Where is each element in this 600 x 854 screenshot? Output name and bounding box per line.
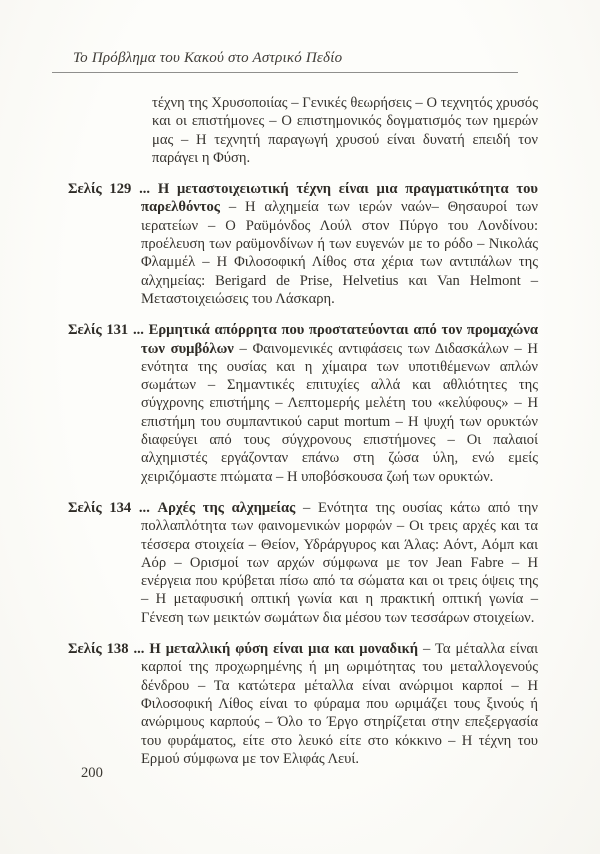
running-header-title: Το Πρόβλημα του Κακού στο Αστρικό Πεδίο <box>73 50 343 66</box>
toc-entry-page-label: Σελίς 129 ... <box>68 181 151 198</box>
intro-text: τέχνη της Χρυσοποιίας – Γενικές θεωρήσεις – Ο τεχνητός χρυσός και οι επιστήμονες – Ο επιστημονικός δογματισμός των ημερών μας – Η τεχνητή παραγωγή χρυσού είναι δυνατή επειδή τον παράγει η Φύση. <box>152 95 538 166</box>
toc-entry-page-label: Σελίς 134 ... <box>68 499 150 516</box>
toc-entry-title: Ερμητικά απόρρητα που προστατεύονται από τον προμαχώνα των συμβόλων <box>141 322 538 357</box>
toc-entry <box>68 321 538 486</box>
toc-entry-title: Η μεταστοιχειωτική τέχνη είναι μια πραγματικότητα του παρελθόντος <box>141 181 539 216</box>
toc-entry <box>68 180 538 308</box>
toc-entry-text: – Φαινομενικές αντιφάσεις των Διδασκάλων – Η ενότητα της ουσίας και η χίμαιρα των υποτιθέμενων απλών σωμάτων – Σημαντικές επιτυχίες αλλά και αθλιότητες της σύγχρονης επιστήμης – Λεπτομερής μελέτη του «κελύφους» – Η επιστήμη του συμπαντικού caput mortum – Η ψυχή των ορυκτών διαφεύγει από τους σύγχρονους επιστήμονες – Οι παλαιοί αλχημιστές εργάζονταν επάνω στη ζώσα ύλη, ενώ εμείς χειριζόμαστε πτώματα – Η υποβόσκουσα ζωή των ορυκτών. <box>141 340 538 485</box>
page-header <box>52 50 518 73</box>
toc-entry-title: Αρχές της αλχημείας <box>157 499 296 516</box>
toc-entry-text: – Η αλχημεία των ιερών ναών– Θησαυροί των ιερατείων – Ο Ραϋμόνδος Λούλ στον Πύργο του Λονδίνου: προέλευση των ραϋμονδίνων ή των ευγενών με το ρόδο – Νικολάς Φλαμμέλ – Η Φιλοσοφική Λίθος στα χέρια των αντιπάλων της αλχημείας: Berigard de Prise, Helvetius και Van Helmont – Μεταστοιχειώσεις του Λάσκαρη. <box>141 199 538 307</box>
intro-continuation-paragraph <box>68 94 538 167</box>
toc-entry-text: – Τα μέταλλα είναι καρποί της προχωρημένης ή μη ωριμότητας του μεταλλογενούς δένδρου – Τα κατώτερα μέταλλα είναι ανώριμοι καρποί – Η Φιλοσοφική Λίθος είναι το φύραμα που ωριμάζει τους ξινούς ή ανώριμους καρπούς – Όλο το Έργο στηρίζεται στην επεξεργασία του φυράματος, είτε στο λευκό είτε στο κόκκινο – Η τέχνη του Ερμού σύμφωνα με τον Ελιφάς Λευί. <box>141 641 538 767</box>
table-of-contents <box>68 94 538 781</box>
toc-entry-page-label: Σελίς 138 ... <box>68 641 145 658</box>
toc-entry-page-label: Σελίς 131 ... <box>68 322 144 339</box>
toc-entry-title: Η μεταλλική φύση είναι μια και μοναδική <box>149 641 419 658</box>
toc-entry <box>68 499 538 627</box>
toc-entry <box>68 640 538 768</box>
page-number: 200 <box>81 765 103 781</box>
toc-entry-text: – Ενότητα της ουσίας κάτω από την πολλαπλότητα των φαινομενικών μορφών – Οι τρεις αρχές και τα τέσσερα στοιχεία – Θείον, Υδράργυρος και Άλας: Αόντ, Αόμπ και Αόρ – Ορισμοί των αρχών σύμφωνα με τον Jean Fabre – Η ενέργεια που κρύβεται πίσω από τα σώματα και οι τρεις όψεις της – Η μεταφυσική οπτική γωνία και η πρακτική οπτική γωνία – Γένεση των μεικτών σωμάτων δια μέσου των τεσσάρων στοιχείων. <box>141 499 538 626</box>
